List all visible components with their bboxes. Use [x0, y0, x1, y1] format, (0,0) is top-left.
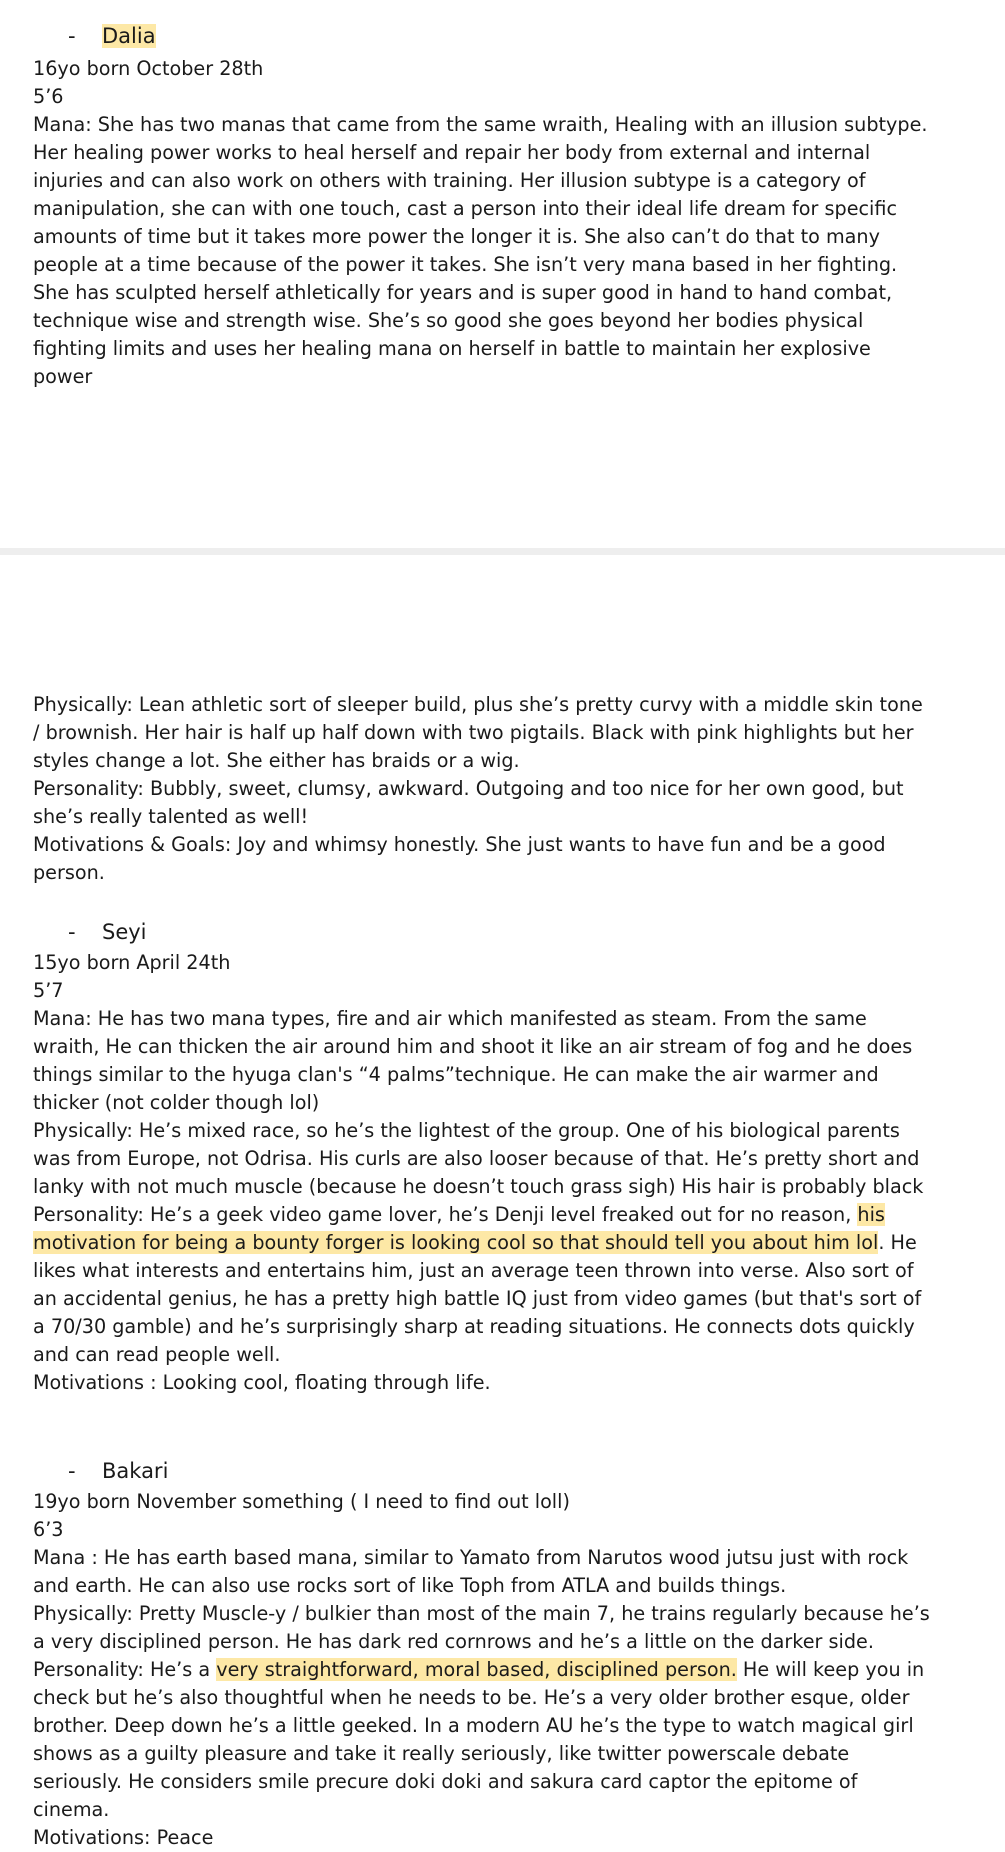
- bakari-mana: Mana : He has earth based mana, similar to Yamato from Narutos wood jutsu just with rock and earth. He can also use rocks sort of like Toph from ATLA and builds things.: [33, 1546, 909, 1597]
- seyi-section: [33, 949, 933, 1397]
- seyi-personality-text-after: . He likes what interests and entertains him, just an average teen thrown into verse. Also sort of an accidental genius, he has a pretty high battle IQ just from video games (but that's sort of a 70/30 gamble) and he’s surprisingly sharp at reading situations. He connects dots quickly and can read people well.: [33, 1231, 922, 1366]
- seyi-height: 5’7: [33, 979, 64, 1002]
- dalia-personality: Personality: Bubbly, sweet, clumsy, awkward. Outgoing and too nice for her own good, but she’s really talented as well!: [33, 777, 904, 828]
- list-bullet: -: [68, 1459, 76, 1483]
- list-bullet: -: [68, 920, 76, 944]
- dalia-section-part2: [33, 691, 933, 887]
- bakari-personality: [33, 1656, 933, 1824]
- page-break: [0, 548, 1005, 555]
- dalia-heading: [68, 21, 156, 51]
- dalia-height: 5’6: [33, 85, 64, 108]
- bakari-age-birthday: 19yo born November something ( I need to find out loll): [33, 1490, 570, 1513]
- dalia-section-part1: [33, 55, 933, 391]
- dalia-motivations: Motivations & Goals: Joy and whimsy honestly. She just wants to have fun and be a good person.: [33, 833, 886, 884]
- seyi-personality: [33, 1201, 933, 1369]
- document-page-2: [0, 555, 1005, 1849]
- bakari-physically: Physically: Pretty Muscle-y / bulkier than most of the main 7, he trains regularly because he’s a very disciplined person. He has dark red cornrows and he’s a little on the darker side.: [33, 1602, 930, 1653]
- dalia-physically: Physically: Lean athletic sort of sleeper build, plus she’s pretty curvy with a middle skin tone / brownish. Her hair is half up half down with two pigtails. Black with pink highlights but her styles change a lot. She either has braids or a wig.: [33, 693, 923, 772]
- bakari-height: 6’3: [33, 1518, 64, 1541]
- bakari-motivations: Motivations: Peace: [33, 1826, 214, 1849]
- seyi-name: Seyi: [102, 920, 147, 944]
- bakari-personality-text: Personality: He’s a: [33, 1658, 217, 1681]
- seyi-physically: Physically: He’s mixed race, so he’s the lightest of the group. One of his biological parents was from Europe, not Odrisa. His curls are also looser because of that. He’s pretty short and lanky with not much muscle (because he doesn’t touch grass sigh) His hair is probably black: [33, 1119, 924, 1198]
- seyi-mana: Mana: He has two mana types, fire and air which manifested as steam. From the same wraith, He can thicken the air around him and shoot it like an air stream of fog and he does things similar to the hyuga clan's “4 palms”technique. He can make the air warmer and thicker (not colder though lol): [33, 1007, 913, 1114]
- list-bullet: -: [68, 24, 76, 48]
- bakari-personality-highlight: very straightforward, moral based, disciplined person.: [216, 1658, 737, 1681]
- seyi-personality-text: Personality: He’s a geek video game lover, he’s Denji level freaked out for no reason,: [33, 1203, 858, 1226]
- bakari-personality-text-after: He will keep you in check but he’s also thoughtful when he needs to be. He’s a very older brother esque, older brother. Deep down he’s a little geeked. In a modern AU he’s the type to watch magical girl shows as a guilty pleasure and take it really seriously, like twitter powerscale debate seriously. He considers smile precure doki doki and sakura card captor the epitome of cinema.: [33, 1658, 925, 1821]
- document-page-1: [0, 0, 1005, 548]
- seyi-heading: [68, 917, 147, 947]
- dalia-age-birthday: 16yo born October 28th: [33, 57, 264, 80]
- bakari-heading: [68, 1456, 168, 1486]
- bakari-section: [33, 1488, 933, 1852]
- dalia-mana: Mana: She has two manas that came from the same wraith, Healing with an illusion subtype. Her healing power works to heal herself and repair her body from external and internal injuries and can also work on others with training. Her illusion subtype is a category of manipulation, she can with one touch, cast a person into their ideal life dream for specific amounts of time but it takes more power the longer it is. She also can’t do that to many people at a time because of the power it takes. She isn’t very mana based in her fighting. She has sculpted herself athletically for years and is super good in hand to hand combat, technique wise and strength wise. She’s so good she goes beyond her bodies physical fighting limits and uses her healing mana on herself in battle to maintain her explosive power: [33, 113, 928, 388]
- bakari-name: Bakari: [102, 1459, 169, 1483]
- seyi-age-birthday: 15yo born April 24th: [33, 951, 231, 974]
- seyi-motivations: Motivations : Looking cool, floating through life.: [33, 1371, 491, 1394]
- dalia-name: Dalia: [102, 24, 156, 48]
- seyi-personality-highlight: his motivation for being a bounty forger is looking cool so that should tell you about him lol: [33, 1203, 885, 1254]
